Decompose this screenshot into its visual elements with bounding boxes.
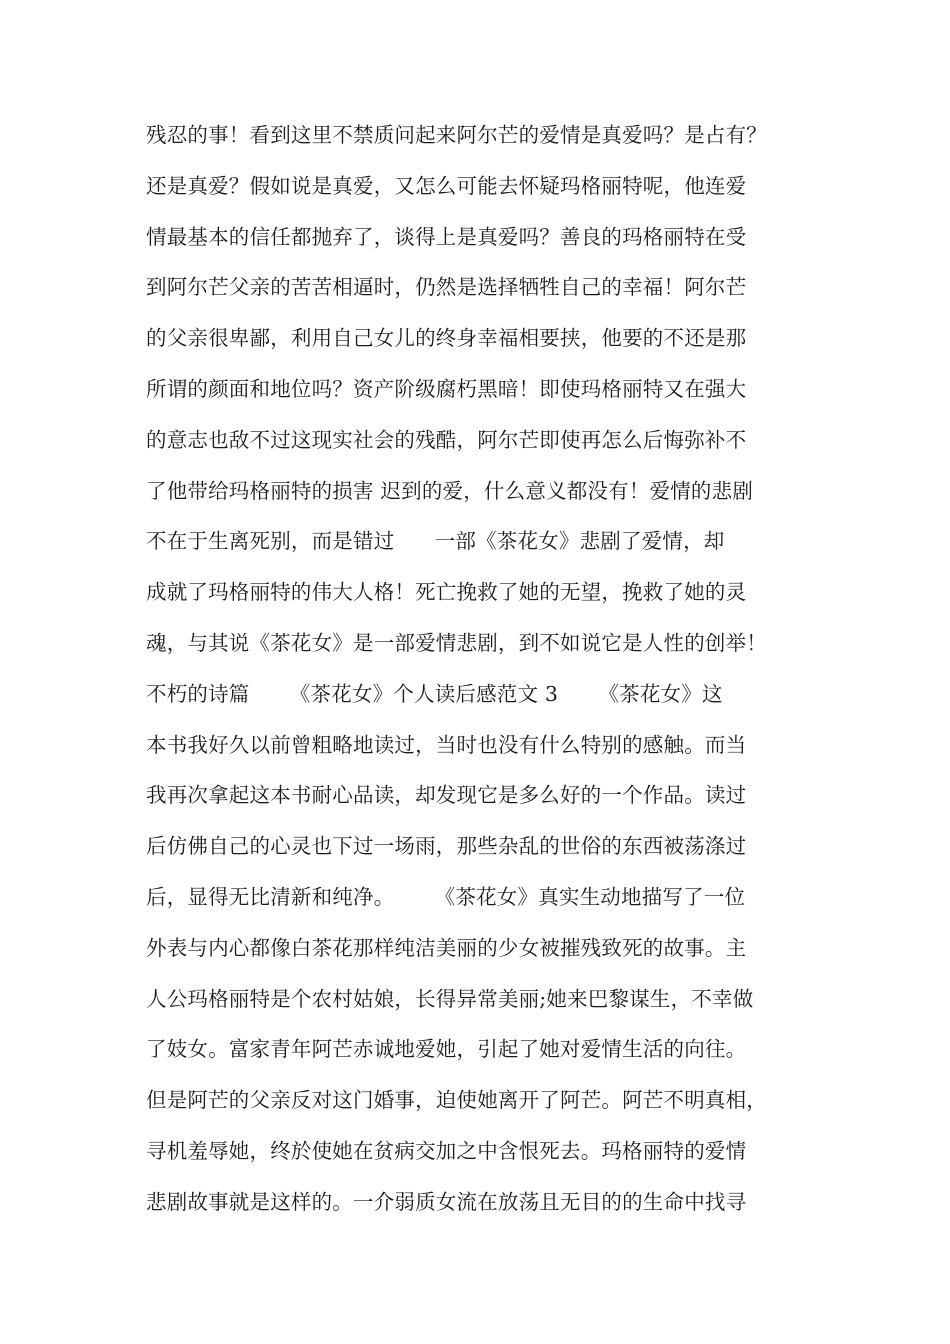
text-line: 到阿尔芒父亲的苦苦相逼时，仍然是选择牺牲自己的幸福！阿尔芒 [146, 275, 747, 300]
text-line: 成就了玛格丽特的伟大人格！死亡挽救了她的无望，挽救了她的灵 [146, 580, 747, 605]
text-line: 残忍的事！看到这里不禁质问起来阿尔芒的爱情是真爱吗？是占有？ [146, 123, 767, 147]
text-line: 寻机羞辱她，终於使她在贫病交加之中含恨死去。玛格丽特的爱情 [146, 1138, 747, 1163]
text-line: 的父亲很卑鄙，利用自己女儿的终身幸福相要挟，他要的不还是那 [146, 326, 747, 351]
text-line: 的意志也敌不过这现实社会的残酷，阿尔芒即使再怎么后悔弥补不 [146, 427, 747, 452]
text-line: 所谓的颜面和地位吗？资产阶级腐朽黑暗！即使玛格丽特又在强大 [146, 376, 747, 401]
text-line: 还是真爱？假如说是真爱，又怎么可能去怀疑玛格丽特呢，他连爱 [146, 173, 747, 198]
text-line: 后仿佛自己的心灵也下过一场雨，那些杂乱的世俗的东西被荡涤过 [146, 834, 747, 859]
body-text [146, 110, 826, 1228]
text-line: 情最基本的信任都抛弃了，谈得上是真爱吗？善良的玛格丽特在受 [146, 224, 747, 249]
text-line: 本书我好久以前曾粗略地读过，当时也没有什么特别的感触。而当 [146, 732, 747, 757]
text-line: 但是阿芒的父亲反对这门婚事，迫使她离开了阿芒。阿芒不明真相， [146, 1088, 767, 1113]
text-line: 了妓女。富家青年阿芒赤诚地爱她，引起了她对爱情生活的向往。 [146, 1037, 747, 1062]
text-line: 了他带给玛格丽特的损害 迟到的爱，什么意义都没有！爱情的悲剧 [146, 478, 754, 503]
text-line: 不在于生离死别，而是错过 一部《茶花女》悲剧了爱情，却 [146, 529, 725, 554]
text-line: 我再次拿起这本书耐心品读，却发现它是多么好的一个作品。读过 [146, 783, 747, 808]
text-line: 魂，与其说《茶花女》是一部爱情悲剧，到不如说它是人性的创举！ [146, 630, 767, 655]
text-line: 人公玛格丽特是个农村姑娘，长得异常美丽;她来巴黎谋生，不幸做 [146, 986, 754, 1011]
text-line: 后，显得无比清新和纯净。 《茶花女》真实生动地描写了一位 [146, 884, 746, 909]
text-line: 不朽的诗篇 《茶花女》个人读后感范文 3 《茶花女》这 [146, 681, 723, 706]
text-line: 外表与内心都像白茶花那样纯洁美丽的少女被摧残致死的故事。主 [146, 935, 747, 960]
text-line: 悲剧故事就是这样的。一介弱质女流在放荡且无目的的生命中找寻 [146, 1189, 747, 1214]
